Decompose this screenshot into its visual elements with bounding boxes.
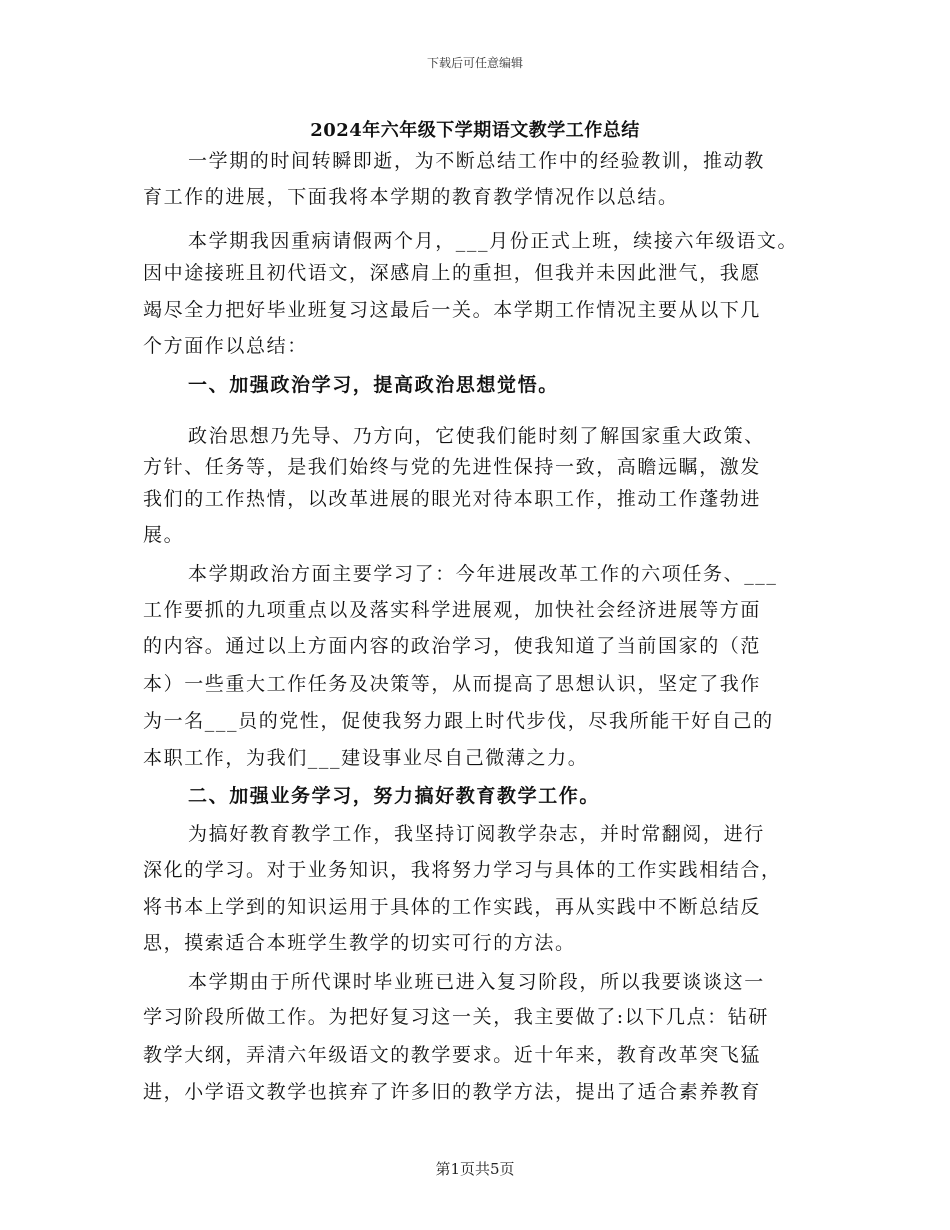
paragraph-line: 一学期的时间转瞬即逝，为不断总结工作中的经验教训，推动教 [188,150,765,172]
paragraph-line: 为一名___员的党性，促使我努力跟上时代步伐，尽我所能干好自己的 [143,710,774,732]
paragraph-line: 因中途接班且初代语文，深感肩上的重担，但我并未因此泄气，我愿 [143,262,762,284]
page-header-note: 下载后可任意编辑 [426,56,523,70]
section-heading: 二、加强业务学习，努力搞好教育教学工作。 [188,785,601,807]
paragraph-line: 本职工作，为我们___建设事业尽自己微薄之力。 [143,747,589,769]
paragraph-line: 进，小学语文教学也摈弃了许多旧的教学方法，提出了适合素养教育 [143,1081,762,1103]
paragraph-line: 个方面作以总结： [143,335,308,357]
paragraph-line: 方针、任务等，是我们始终与党的先进性保持一致，高瞻远瞩，激发 [143,456,762,478]
paragraph-line: 本）一些重大工作任务及决策等，从而提高了思想认识，坚定了我作 [143,673,762,695]
paragraph-line: 深化的学习。对于业务知识，我将努力学习与具体的工作实践相结合， [143,859,782,881]
paragraph-line: 学习阶段所做工作。为把好复习这一关，我主要做了:以下几点：钻研 [143,1006,770,1028]
paragraph-line: 的内容。通过以上方面内容的政治学习，使我知道了当前国家的（范 [143,635,762,657]
document-title: 2024年六年级下学期语文教学工作总结 [310,120,640,141]
paragraph-line: 我们的工作热情，以改革进展的眼光对待本职工作，推动工作蓬勃进 [143,488,762,510]
paragraph-line: 工作要抓的九项重点以及落实科学进展观，加快社会经济进展等方面 [143,599,762,621]
paragraph-line: 思，摸索适合本班学生教学的切实可行的方法。 [143,932,576,954]
paragraph-line: 竭尽全力把好毕业班复习这最后一关。本学期工作情况主要从以下几 [143,299,762,321]
paragraph-line: 政治思想乃先导、乃方向，它使我们能时刻了解国家重大政策、 [188,425,765,447]
paragraph-line: 本学期我因重病请假两个月，___月份正式上班，续接六年级语文。 [188,230,799,252]
paragraph-line: 为搞好教育教学工作，我坚持订阅教学杂志，并时常翻阅，进行 [188,823,765,845]
section-heading: 一、加强政治学习，提高政治思想觉悟。 [188,374,559,396]
paragraph-line: 教学大纲，弄清六年级语文的教学要求。近十年来，教育改革突飞猛 [143,1044,762,1066]
paragraph-line: 将书本上学到的知识运用于具体的工作实践，再从实践中不断总结反 [143,896,762,918]
paragraph-line: 展。 [143,524,185,546]
paragraph-line: 本学期由于所代课时毕业班已进入复习阶段，所以我要谈谈这一 [188,971,765,993]
paragraph-line: 育工作的进展，下面我将本学期的教育教学情况作以总结。 [143,186,679,208]
page-number-footer: 第1页共5页 [435,1160,515,1178]
paragraph-line: 本学期政治方面主要学习了：今年进展改革工作的六项任务、___ [188,563,778,585]
